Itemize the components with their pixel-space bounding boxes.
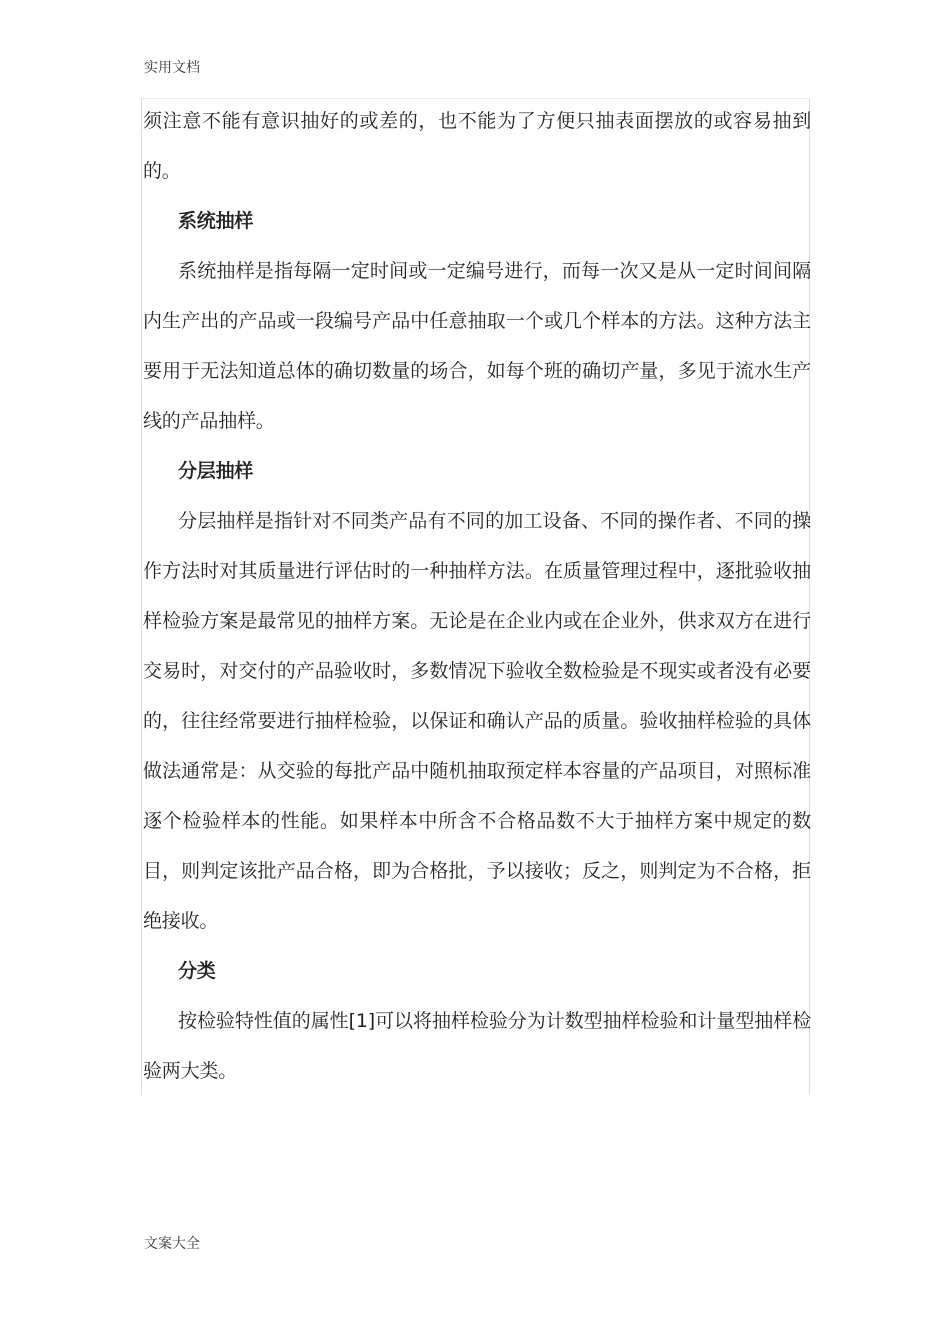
page-header: 实用文档 xyxy=(144,60,200,76)
page-footer: 文案大全 xyxy=(144,1236,200,1252)
paragraph-classification: 按检验特性值的属性[1]可以将抽样检验分为计数型抽样检验和计量型抽样检验两大类。 xyxy=(143,1010,811,1082)
document-body xyxy=(143,96,811,1096)
paragraph-stratified-sampling: 分层抽样是指针对不同类产品有不同的加工设备、不同的操作者、不同的操作方法时对其质量进行评估时的一种抽样方法。在质量管理过程中，逐批验收抽样检验方案是最常见的抽样方案。无论是在企业内或在企业外，供求双方在进行交易时，对交付的产品验收时，多数情况下验收全数检验是不现实或者没有必要的，往往经常要进行抽样检验，以保证和确认产品的质量。验收抽样检验的具体做法通常是：从交验的每批产品中随机抽取预定样本容量的产品项目，对照标准逐个检验样本的性能。如果样本中所含不合格品数不大于抽样方案中规定的数目，则判定该批产品合格，即为合格批，予以接收；反之，则判定为不合格，拒绝接收。 xyxy=(143,510,811,932)
heading-stratified-sampling: 分层抽样 xyxy=(178,460,254,482)
heading-classification: 分类 xyxy=(178,960,216,982)
heading-systematic-sampling: 系统抽样 xyxy=(178,210,254,232)
intro-paragraph: 须注意不能有意识抽好的或差的，也不能为了方便只抽表面摆放的或容易抽到的。 xyxy=(143,110,811,182)
paragraph-systematic-sampling: 系统抽样是指每隔一定时间或一定编号进行，而每一次又是从一定时间间隔内生产出的产品或一段编号产品中任意抽取一个或几个样本的方法。这种方法主要用于无法知道总体的确切数量的场合，如每个班的确切产量，多见于流水生产线的产品抽样。 xyxy=(143,260,811,432)
